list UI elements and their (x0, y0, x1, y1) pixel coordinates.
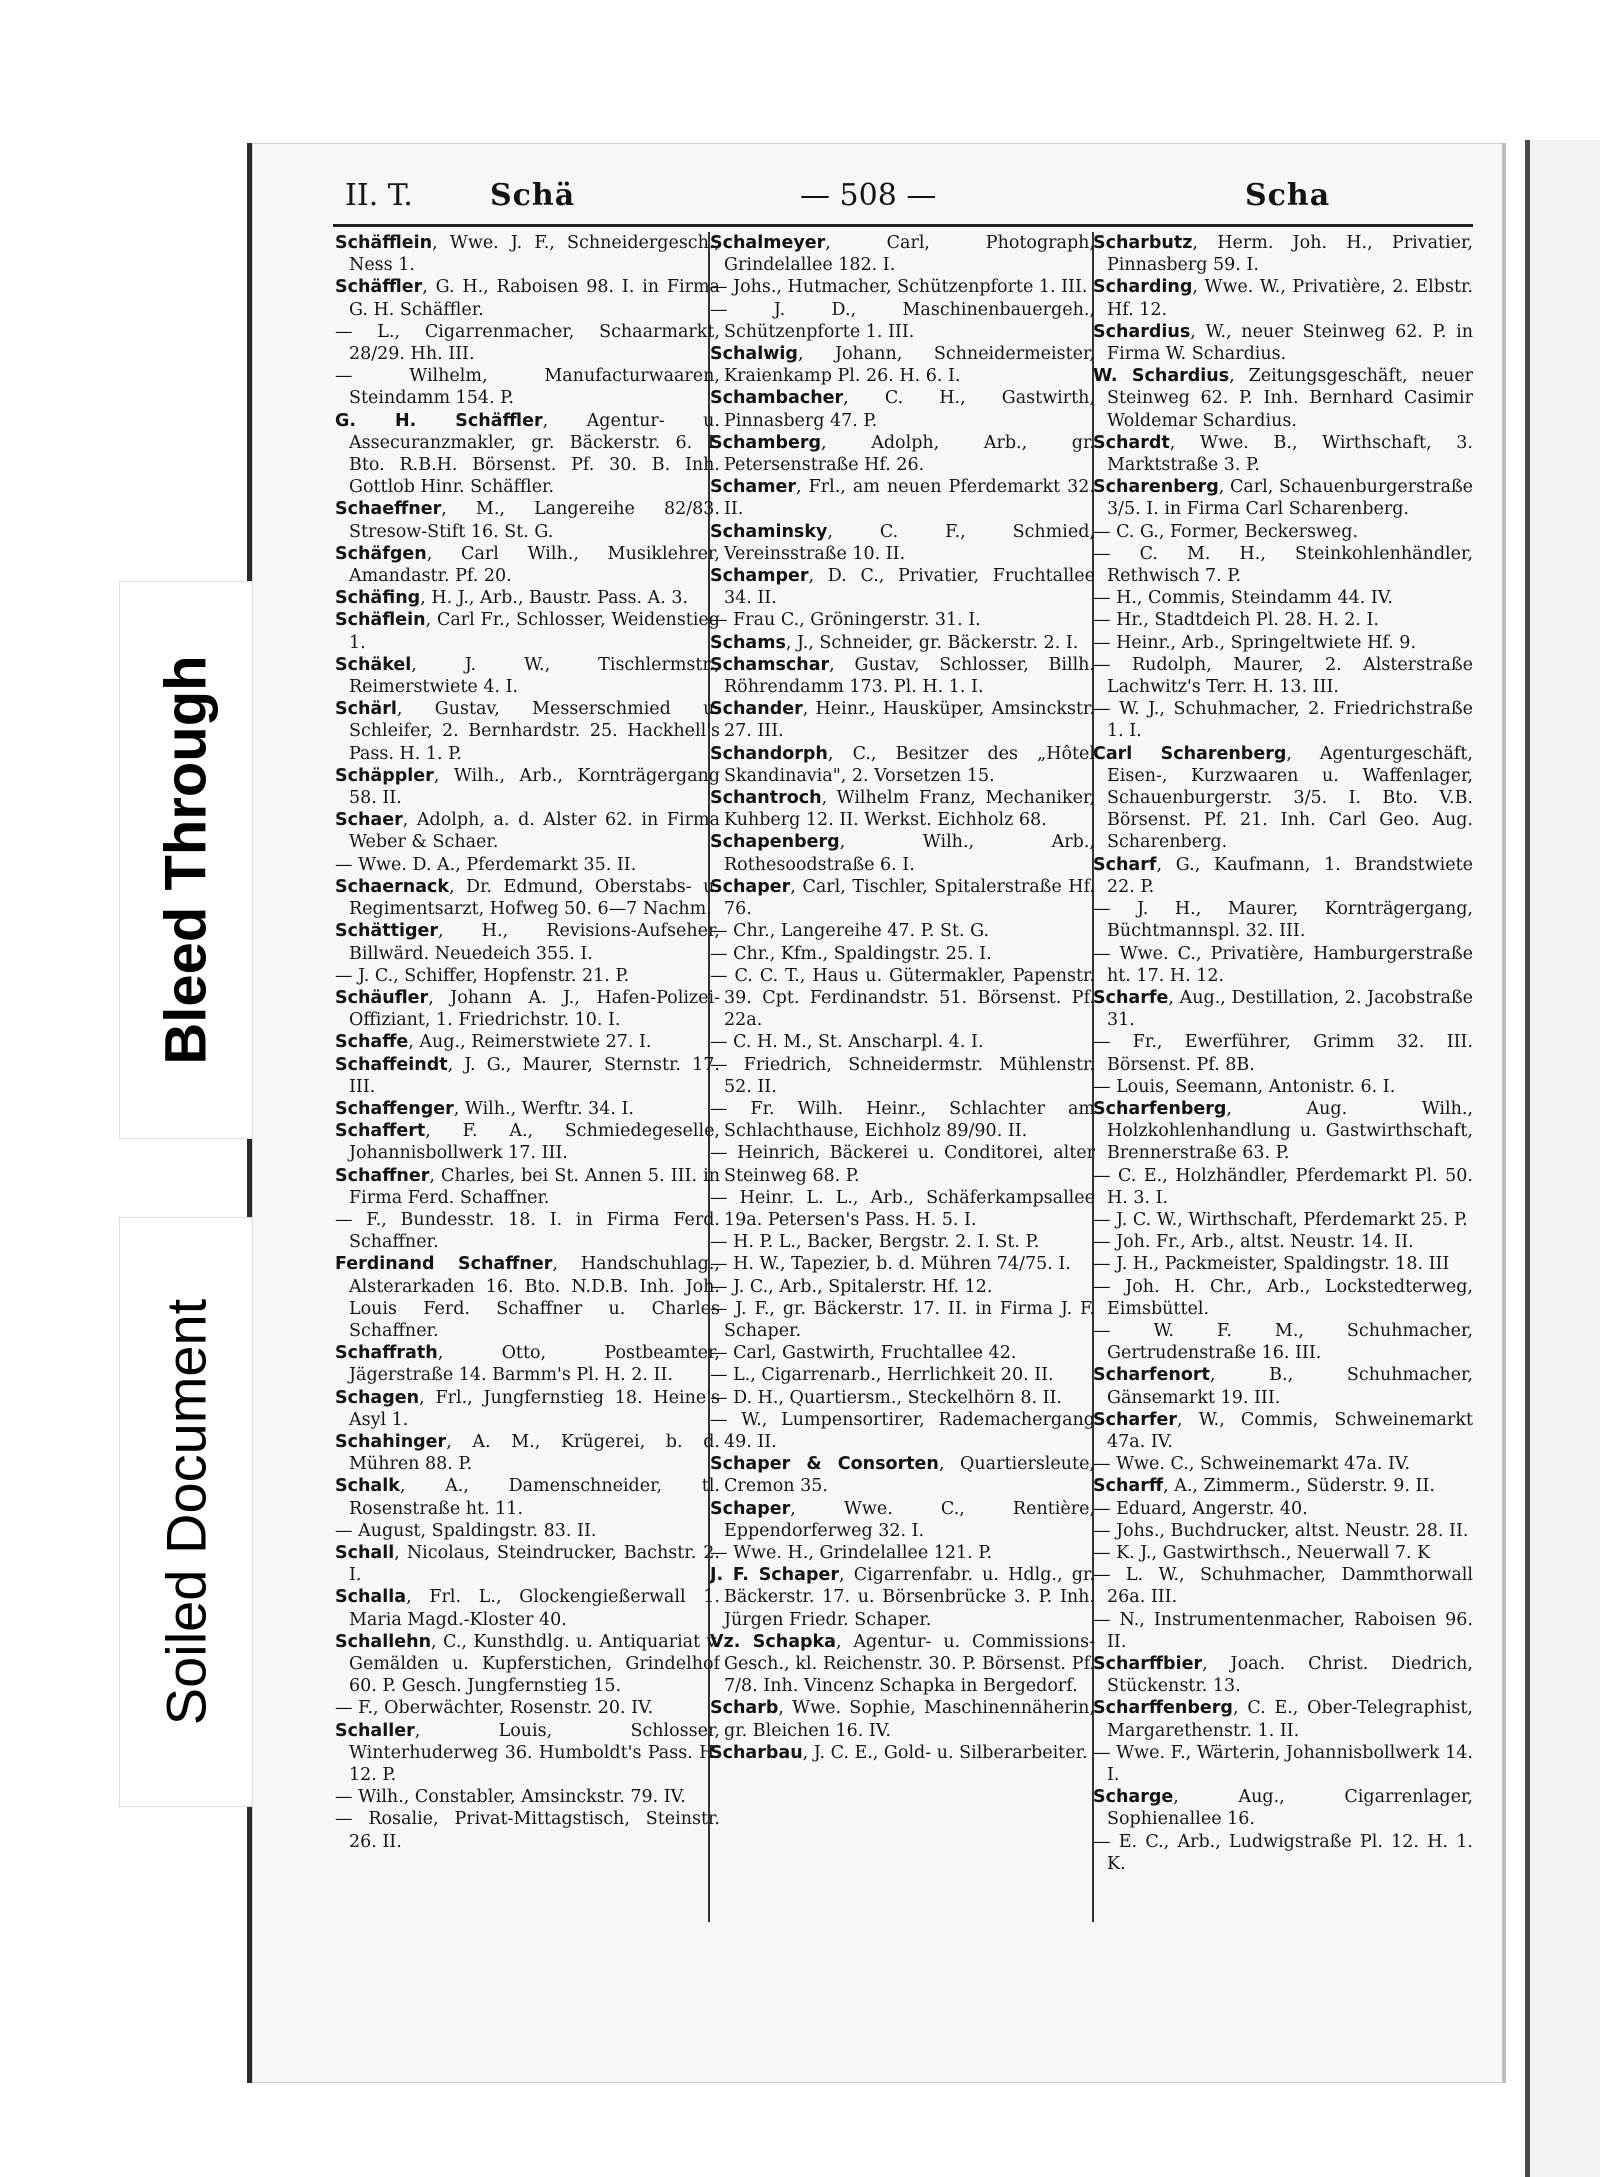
directory-entry: — H., Commis, Steindamm 44. IV. (1093, 588, 1393, 609)
directory-entry: — J. C., Arb., Spitalerstr. Hf. 12. (710, 1276, 993, 1297)
directory-entry: — Heinr., Arb., Springeltwiete Hf. 9. (1093, 632, 1417, 653)
directory-entry: Schaffrath, Otto, Postbeamter, Jägerstraße 14. Barmm's Pl. H. 2. II. (335, 1343, 720, 1386)
bleed-through-label (120, 582, 252, 1138)
directory-entry: Schäfgen, Carl Wilh., Musiklehrer, Amandastr. Pf. 20. (335, 543, 720, 587)
directory-entry: — H. P. L., Backer, Bergstr. 2. I. St. P. (710, 1232, 1040, 1253)
directory-entry: Schamper, D. C., Privatier, Fruchtallee 34. II. (710, 566, 1095, 609)
directory-entry: W. Schardius, Zeitungsgeschäft, neuer Steinweg 62. P. Inh. Bernhard Casimir Woldemar Schardius. (1093, 366, 1473, 431)
directory-entry: Schäffler, G. H., Raboisen 98. I. in Firma G. H. Schäffler. (335, 277, 720, 320)
directory-entry: — Hr., Stadtdeich Pl. 28. H. 2. I. (1093, 610, 1379, 631)
directory-entry: — Eduard, Angerstr. 40. (1093, 1498, 1308, 1519)
directory-entry: — J. H., Maurer, Kornträgergang, Büchtmannspl. 32. III. (1093, 899, 1473, 942)
directory-entry: Scharf, G., Kaufmann, 1. Brandstwiete 22. P. (1093, 854, 1473, 897)
soiled-document-label (120, 1218, 252, 1806)
directory-entry: Schamschar, Gustav, Schlosser, Billh. Röhrendamm 173. Pl. H. 1. I. (710, 654, 1095, 698)
directory-entry: Schäflein, Carl Fr., Schlosser, Weidenstieg 1. (335, 610, 720, 653)
directory-entry: Schalk, A., Damenschneider, tl. Rosenstraße ht. 11. (335, 1476, 720, 1519)
directory-entry: Scharb, Wwe. Sophie, Maschinennäherin, gr. Bleichen 16. IV. (710, 1698, 1095, 1741)
directory-entry: — Wwe. F., Wärterin, Johannisbollwerk 14. I. (1093, 1742, 1473, 1786)
directory-entry: Scharff, A., Zimmerm., Süderstr. 9. II. (1093, 1476, 1435, 1497)
directory-entry: — Wilhelm, Manufacturwaaren, Steindamm 154. P. (335, 366, 720, 409)
directory-entry: — Joh. H. Chr., Arb., Lockstedterweg, Eimsbüttel. (1093, 1276, 1473, 1319)
directory-entry: — J. C. W., Wirthschaft, Pferdemarkt 25. P. (1093, 1209, 1468, 1230)
directory-entry: Schaper & Consorten, Quartiersleute, Cremon 35. (710, 1454, 1095, 1497)
directory-entry: Schagen, Frl., Jungfernstieg 18. Heine's Asyl 1. (335, 1387, 720, 1430)
directory-column-3 (1093, 232, 1473, 1922)
directory-entry: — C. E., Holzhändler, Pferdemarkt Pl. 50. H. 3. I. (1093, 1165, 1473, 1208)
directory-entry: Schams, J., Schneider, gr. Bäckerstr. 2. I. (710, 632, 1079, 653)
directory-entry: Schambacher, C. H., Gastwirth, Pinnasberg 47. P. (710, 388, 1095, 431)
directory-entry: — Heinrich, Bäckerei u. Conditorei, alter Steinweg 68. P. (710, 1143, 1095, 1186)
directory-entry: — F., Bundesstr. 18. I. in Firma Ferd. Schaffner. (335, 1209, 720, 1253)
directory-entry: — F., Oberwächter, Rosenstr. 20. IV. (335, 1698, 654, 1719)
directory-entry: — C. G., Former, Beckersweg. (1093, 521, 1359, 542)
directory-entry: Schallehn, C., Kunsthdlg. u. Antiquariat v. Gemälden u. Kupferstichen, Grindelhof 60. P. Gesch. Jungfernstieg 15. (335, 1631, 720, 1697)
directory-entry: Schaeffner, M., Langereihe 82/83. Stresow-Stift 16. St. G. (335, 499, 720, 542)
directory-entry: — C. C. T., Haus u. Gütermakler, Papenstr. 39. Cpt. Ferdinandstr. 51. Börsenst. Pf. 22a. (710, 965, 1095, 1031)
directory-entry: — Johs., Buchdrucker, altst. Neustr. 28. II. (1093, 1520, 1469, 1541)
directory-entry: Scharbau, J. C. E., Gold- u. Silberarbeiter. (710, 1742, 1088, 1763)
directory-entry: Schander, Heinr., Hausküper, Amsinckstr. 27. III. (710, 699, 1095, 742)
directory-entry: Scharfenberg, Aug. Wilh., Holzkohlenhandlung u. Gastwirthschaft, Brennerstraße 63. P. (1093, 1098, 1473, 1164)
directory-column-2 (710, 232, 1095, 1922)
directory-entry: Schamer, Frl., am neuen Pferdemarkt 32. II. (710, 477, 1095, 520)
directory-entry: Schantroch, Wilhelm Franz, Mechaniker, Kuhberg 12. II. Werkst. Eichholz 68. (710, 788, 1095, 831)
directory-entry: Schaffeindt, J. G., Maurer, Sternstr. 17. III. (335, 1054, 720, 1097)
directory-entry: Schäfflein, Wwe. J. F., Schneidergesch., Ness 1. (335, 233, 720, 276)
directory-entry: — Wwe. C., Privatière, Hamburgerstraße ht. 17. H. 12. (1093, 943, 1473, 986)
directory-entry: Schäkel, J. W., Tischlermstr., Reimerstwiete 4. I. (335, 654, 720, 698)
directory-entry: Schättiger, H., Revisions-Aufseher, Billwärd. Neuedeich 355. I. (335, 921, 720, 964)
directory-entry: J. F. Schaper, Cigarrenfabr. u. Hdlg., gr. Bäckerstr. 17. u. Börsenbrücke 3. P. Inh. Jürgen Friedr. Schaper. (710, 1565, 1095, 1630)
directory-entry: Schahinger, A. M., Krügerei, b. d. Mühren 88. P. (335, 1431, 720, 1475)
directory-entry: — Wwe. C., Schweinemarkt 47a. IV. (1093, 1454, 1411, 1475)
directory-entry: Scharge, Aug., Cigarrenlager, Sophienallee 16. (1093, 1787, 1473, 1830)
directory-entry: — Wwe. H., Grindelallee 121. P. (710, 1542, 993, 1563)
directory-entry: Schalmeyer, Carl, Photograph, Grindelallee 182. I. (710, 233, 1095, 276)
directory-entry: — Chr., Langereihe 47. P. St. G. (710, 921, 990, 942)
directory-entry: Ferdinand Schaffner, Handschuhlag., Alsterarkaden 16. Bto. N.D.B. Inh. Joh. Louis Ferd. Schaffner u. Charles Schaffner. (335, 1254, 720, 1341)
volume-label: II. T. (345, 178, 413, 213)
directory-entry: Schaffenger, Wilh., Werftr. 34. I. (335, 1098, 634, 1119)
directory-entry: Schaer, Adolph, a. d. Alster 62. in Firma Weber & Schaer. (335, 810, 720, 853)
directory-entry: — Wilh., Constabler, Amsinckstr. 79. IV. (335, 1787, 686, 1808)
directory-entry: Schalla, Frl. L., Glockengießerwall 1. Maria Magd.-Kloster 40. (335, 1587, 720, 1630)
directory-entry: — Chr., Kfm., Spaldingstr. 25. I. (710, 943, 992, 964)
directory-entry: — W., Lumpensortirer, Rademachergang 49. II. (710, 1409, 1095, 1452)
directory-entry: Schäufler, Johann A. J., Hafen-Polizei-Offiziant, 1. Friedrichstr. 10. I. (335, 987, 720, 1031)
directory-entry: Schalwig, Johann, Schneidermeister, Kraienkamp Pl. 26. H. 6. I. (710, 344, 1095, 387)
directory-entry: — W. F. M., Schuhmacher, Gertrudenstraße 16. III. (1093, 1320, 1473, 1364)
directory-entry: — Carl, Gastwirth, Fruchtallee 42. (710, 1343, 1017, 1364)
directory-entry: Schamberg, Adolph, Arb., gr. Petersenstraße Hf. 26. (710, 432, 1095, 476)
directory-entry: Schäppler, Wilh., Arb., Kornträgergang 58. II. (335, 765, 720, 809)
directory-entry: Scharenberg, Carl, Schauenburgerstraße 3/5. I. in Firma Carl Scharenberg. (1093, 477, 1473, 520)
directory-entry: Scharfe, Aug., Destillation, 2. Jacobstraße 31. (1093, 987, 1473, 1031)
directory-entry: Schaper, Carl, Tischler, Spitalerstraße Hf. 76. (710, 876, 1095, 920)
directory-entry: — K. J., Gastwirthsch., Neuerwall 7. K (1093, 1542, 1431, 1563)
directory-entry: — C. H. M., St. Anscharpl. 4. I. (710, 1032, 984, 1053)
directory-entry: — Johs., Hutmacher, Schützenpforte 1. III. (710, 277, 1088, 298)
directory-entry: Carl Scharenberg, Agenturgeschäft, Eisen-, Kurzwaaren u. Waffenlager, Schauenburgerstr. 3/5. I. Bto. V.B. Börsenst. Pf. 21. Inh. Carl Geo. Aug. Scharenberg. (1093, 743, 1473, 853)
directory-entry: — L., Cigarrenarb., Herrlichkeit 20. II. (710, 1365, 1054, 1386)
directory-entry: Schärl, Gustav, Messerschmied u. Schleifer, 2. Bernhardstr. 25. Hackhell's Pass. H. 1. P. (335, 699, 720, 764)
directory-entry: — Fr. Wilh. Heinr., Schlachter am Schlachthause, Eichholz 89/90. II. (710, 1098, 1095, 1142)
directory-entry: — Rudolph, Maurer, 2. Alsterstraße Lachwitz's Terr. H. 13. III. (1093, 654, 1473, 698)
directory-entry: Schardt, Wwe. B., Wirthschaft, 3. Marktstraße 3. P. (1093, 432, 1473, 476)
directory-entry: — J. H., Packmeister, Spaldingstr. 18. III (1093, 1254, 1450, 1275)
soiled-document-text: Soiled Document (154, 1298, 218, 1726)
directory-entry: — Friedrich, Schneidermstr. Mühlenstr. 52. II. (710, 1054, 1095, 1097)
directory-entry: Schaller, Louis, Schlosser, Winterhuderweg 36. Humboldt's Pass. H. 12. P. (335, 1720, 720, 1786)
directory-entry: — L. W., Schuhmacher, Dammthorwall 26a. III. (1093, 1565, 1473, 1608)
directory-entry: Schall, Nicolaus, Steindrucker, Bachstr. 2. I. (335, 1542, 720, 1586)
adjacent-page-edge (1525, 140, 1530, 2177)
directory-entry: — H. W., Tapezier, b. d. Mühren 74/75. I. (710, 1254, 1071, 1275)
directory-entry: Schaper, Wwe. C., Rentière, Eppendorferweg 32. I. (710, 1498, 1095, 1541)
directory-entry: — Joh. Fr., Arb., altst. Neustr. 14. II. (1093, 1232, 1414, 1253)
directory-entry: Scharffbier, Joach. Christ. Diedrich, Stückenstr. 13. (1093, 1654, 1473, 1697)
directory-entry: Scharfer, W., Commis, Schweinemarkt 47a. IV. (1093, 1409, 1473, 1452)
directory-entry: — August, Spaldingstr. 83. II. (335, 1520, 597, 1541)
directory-entry: Schapenberg, Wilh., Arb., Rothesoodstraße 6. I. (710, 832, 1095, 875)
directory-entry: Scharffenberg, C. E., Ober-Telegraphist, Margarethenstr. 1. II. (1093, 1698, 1473, 1741)
directory-entry: — Fr., Ewerführer, Grimm 32. III. Börsenst. Pf. 8B. (1093, 1032, 1473, 1075)
directory-entry: Schandorph, C., Besitzer des „Hôtel Skandinavia", 2. Vorsetzen 15. (710, 743, 1095, 786)
directory-entry: — W. J., Schuhmacher, 2. Friedrichstraße 1. I. (1093, 699, 1473, 742)
directory-entry: Scharfenort, B., Schuhmacher, Gänsemarkt 19. III. (1093, 1365, 1473, 1408)
directory-entry: Schaffe, Aug., Reimerstwiete 27. I. (335, 1032, 652, 1053)
page-number: — 508 — (800, 178, 937, 213)
directory-entry: — J. F., gr. Bäckerstr. 17. II. in Firma J. F. Schaper. (710, 1298, 1095, 1341)
directory-column-1 (335, 232, 720, 1922)
directory-entry: Schäfing, H. J., Arb., Baustr. Pass. A. 3. (335, 588, 689, 609)
header-right-word: Scha (1245, 178, 1331, 213)
directory-entry: — Louis, Seemann, Antonistr. 6. I. (1093, 1076, 1396, 1097)
directory-entry: Schardius, W., neuer Steinweg 62. P. in Firma W. Schardius. (1093, 321, 1473, 365)
directory-entry: — D. H., Quartiersm., Steckelhörn 8. II. (710, 1387, 1062, 1408)
directory-entry: Schaffert, F. A., Schmiedegeselle, Johannisbollwerk 17. III. (335, 1121, 720, 1164)
bleed-through-text: Bleed Through (153, 655, 219, 1065)
directory-entry: — L., Cigarrenmacher, Schaarmarkt, 28/29. Hh. III. (335, 321, 720, 365)
page-header (345, 178, 1460, 218)
directory-entry: — Frau C., Gröningerstr. 31. I. (710, 610, 981, 631)
adjacent-page (1525, 140, 1600, 2177)
header-left-word: Schä (490, 178, 576, 213)
directory-entry: — J. C., Schiffer, Hopfenstr. 21. P. (335, 965, 630, 986)
directory-entry: — C. M. H., Steinkohlenhändler, Rethwisch 7. P. (1093, 543, 1473, 587)
directory-entry: G. H. Schäffler, Agentur- u. Assecuranzmakler, gr. Bäckerstr. 6. I. Bto. R.B.H. Börsenst. Pf. 30. B. Inh. Gottlob Hinr. Schäffler. (335, 410, 720, 498)
directory-entry: — E. C., Arb., Ludwigstraße Pl. 12. H. 1. K. (1093, 1831, 1473, 1874)
directory-entry: Schaffner, Charles, bei St. Annen 5. III. in Firma Ferd. Schaffner. (335, 1165, 720, 1208)
directory-entry: — Heinr. L. L., Arb., Schäferkampsallee 19a. Petersen's Pass. H. 5. I. (710, 1187, 1095, 1230)
directory-entry: Schaernack, Dr. Edmund, Oberstabs- u. Regimentsarzt, Hofweg 50. 6—7 Nachm. (335, 876, 720, 920)
directory-entry: Vz. Schapka, Agentur- u. Commissions-Gesch., kl. Reichenstr. 30. P. Börsenst. Pf. 7/8. Inh. Vincenz Schapka in Bergedorf. (710, 1631, 1095, 1697)
directory-entry: — Wwe. D. A., Pferdemarkt 35. II. (335, 854, 637, 875)
directory-entry: — Rosalie, Privat-Mittagstisch, Steinstr. 26. II. (335, 1809, 720, 1852)
directory-entry: Schaminsky, C. F., Schmied, Vereinsstraße 10. II. (710, 521, 1095, 564)
directory-entry: — N., Instrumentenmacher, Raboisen 96. II. (1093, 1609, 1473, 1652)
directory-entry: — J. D., Maschinenbauergeh., Schützenpforte 1. III. (710, 299, 1095, 342)
page-right-edge (1502, 143, 1506, 2083)
directory-entry: Scharding, Wwe. W., Privatière, 2. Elbstr. Hf. 12. (1093, 277, 1473, 320)
header-rule (333, 224, 1473, 227)
directory-entry: Scharbutz, Herm. Joh. H., Privatier, Pinnasberg 59. I. (1093, 233, 1473, 276)
